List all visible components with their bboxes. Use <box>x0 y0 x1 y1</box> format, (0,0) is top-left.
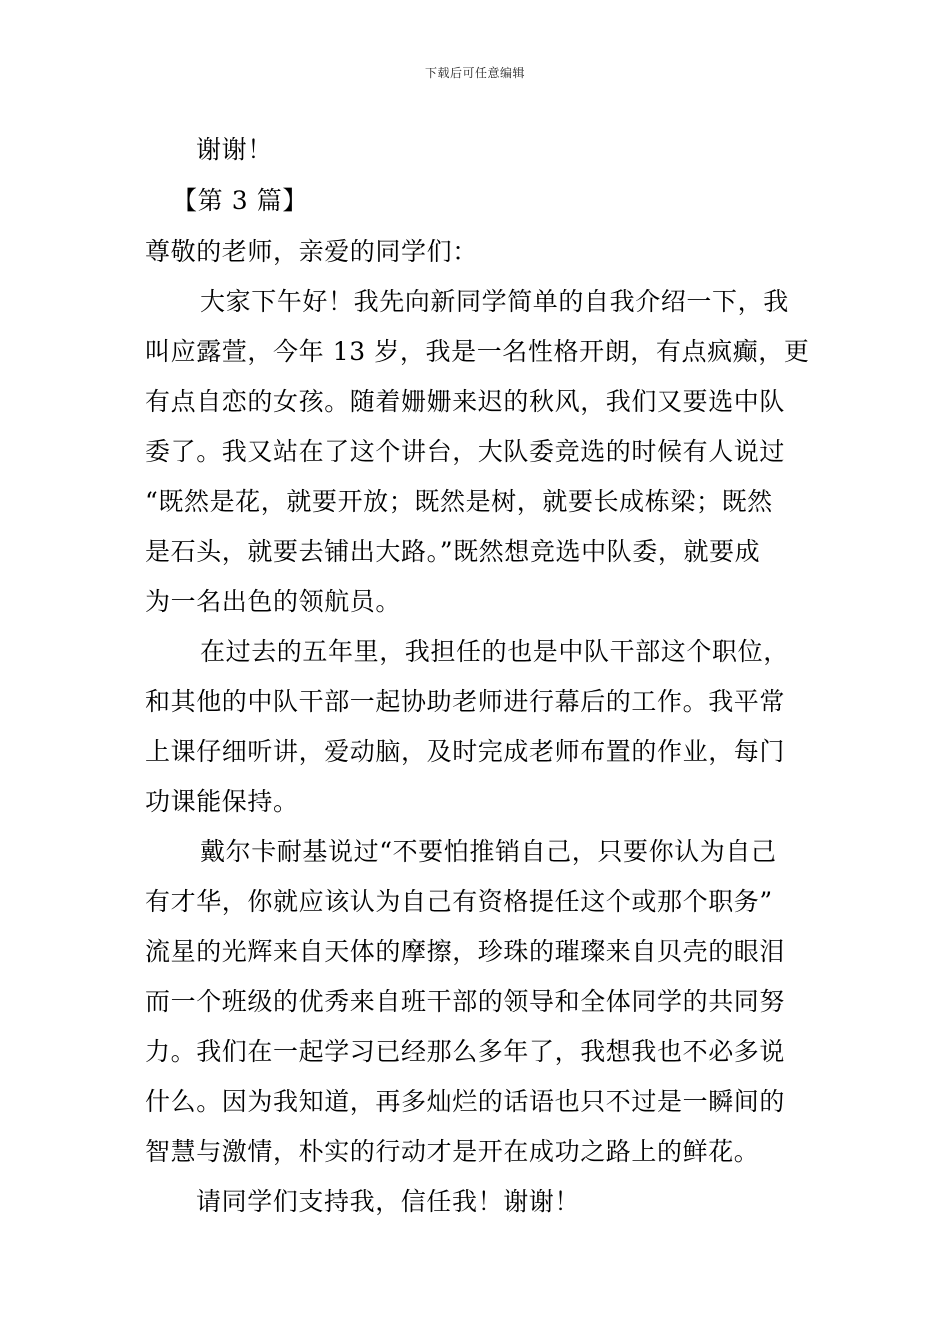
text-line: 而一个班级的优秀来自班干部的领导和全体同学的共同努 <box>145 987 786 1016</box>
text-line: 叫应露萱，今年 13 岁，我是一名性格开朗，有点疯癫，更 <box>145 337 810 366</box>
text-line: 尊敬的老师，亲爱的同学们： <box>145 237 478 266</box>
text-line: 是石头，就要去铺出大路。”既然想竞选中队委，就要成 <box>145 537 761 566</box>
text-line: 和其他的中队干部一起协助老师进行幕后的工作。我平常 <box>145 687 786 716</box>
text-line: 智慧与激情，朴实的行动才是开在成功之路上的鲜花。 <box>145 1137 760 1166</box>
text-line: 有才华，你就应该认为自己有资格提任这个或那个职务” <box>145 887 773 916</box>
text-line: 功课能保持。 <box>145 787 299 816</box>
text-line: 委了。我又站在了这个讲台，大队委竞选的时候有人说过 <box>145 437 786 466</box>
text-line: “既然是花，就要开放；既然是树，就要长成栋梁；既然 <box>145 487 773 516</box>
text-line: 上课仔细听讲，爱动脑，及时完成老师布置的作业，每门 <box>145 737 786 766</box>
text-line: 力。我们在一起学习已经那么多年了，我想我也不必多说 <box>145 1037 786 1066</box>
text-line: 在过去的五年里，我担任的也是中队干部这个职位， <box>200 637 789 666</box>
text-line: 戴尔卡耐基说过“不要怕推销自己，只要你认为自己 <box>200 837 777 866</box>
text-line: 流星的光辉来自天体的摩擦，珍珠的璀璨来自贝壳的眼泪 <box>145 937 786 966</box>
text-line: 大家下午好！我先向新同学简单的自我介绍一下，我 <box>200 287 789 316</box>
page-header: 下载后可任意编辑 <box>424 66 525 80</box>
text-line: 谢谢！ <box>196 135 273 164</box>
text-line: 为一名出色的领航员。 <box>145 587 402 616</box>
text-line: 什么。因为我知道，再多灿烂的话语也只不过是一瞬间的 <box>145 1087 786 1116</box>
text-line: 请同学们支持我，信任我！谢谢！ <box>196 1187 581 1216</box>
text-line: 有点自恋的女孩。随着姗姗来迟的秋风，我们又要选中队 <box>145 387 786 416</box>
section-heading: 【第 3 篇】 <box>172 186 308 215</box>
